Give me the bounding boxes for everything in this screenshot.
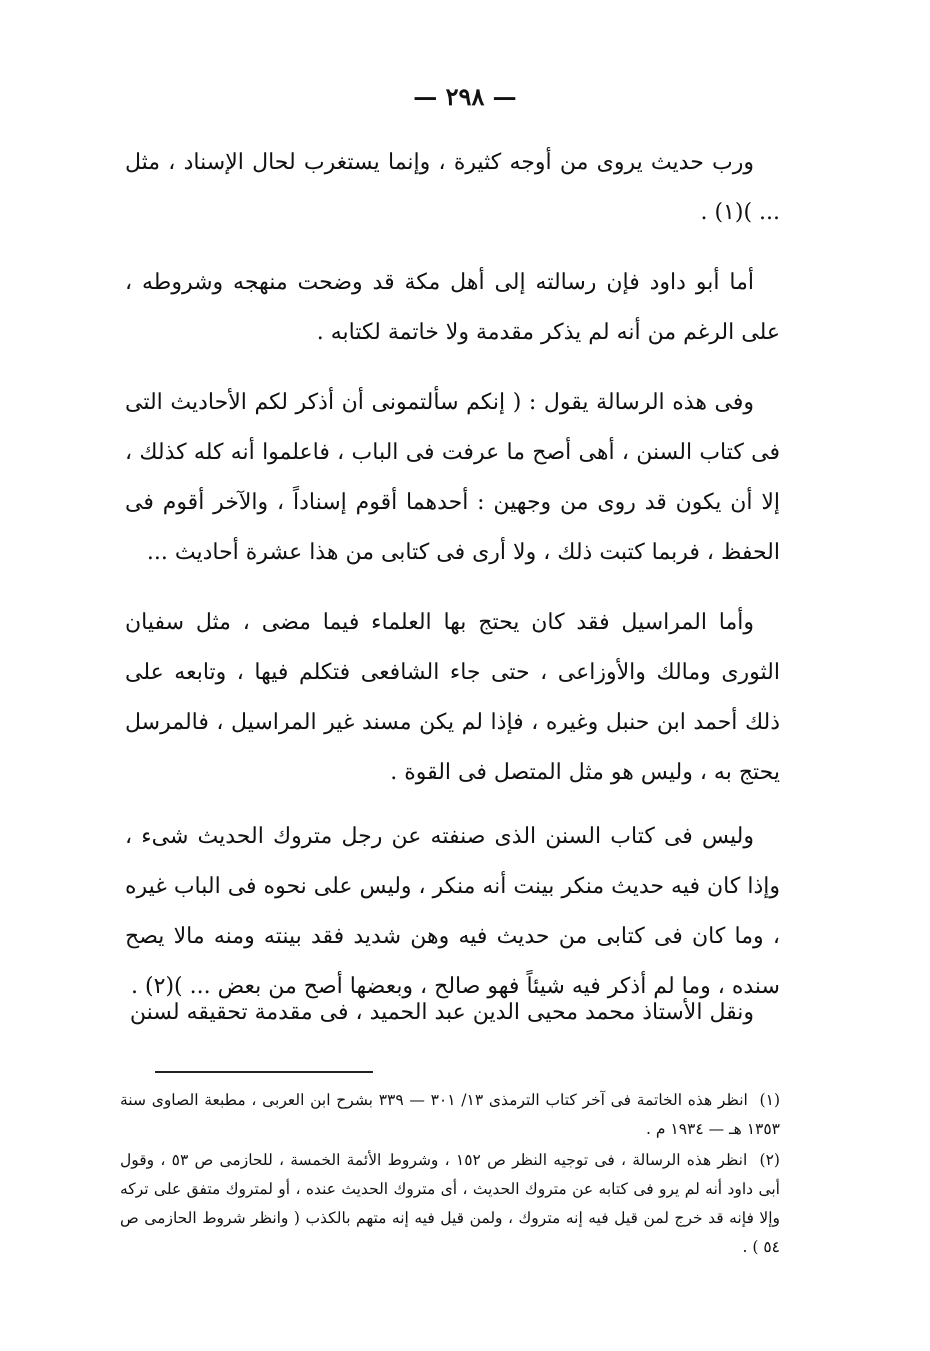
paragraph [125, 598, 780, 798]
paragraph [125, 258, 780, 358]
footnote-divider [155, 1071, 373, 1073]
footnote-item [120, 1086, 780, 1144]
page-number: — ٢٩٨ — [413, 82, 517, 111]
footnotes [120, 1086, 780, 1264]
footnote-marker: (٢) [759, 1151, 780, 1169]
paragraph-text: وفى هذه الرسالة يقول : ( إنكم سألتمونى أن أذكر لكم الأحاديث التى فى كتاب السنن ، أهى أصح ما عرفت فى الباب ، فاعلموا أنه كله كذلك ، إلا أن يكون قد روى من وجهين : أحدهما أقوم إسناداً ، والآخر أقوم فى الحفظ ، فربما كتبت ذلك ، ولا أرى فى كتابى من هذا عشرة أحاديث ... [125, 390, 780, 565]
paragraph [125, 378, 780, 578]
paragraph-text: وليس فى كتاب السنن الذى صنفته عن رجل متروك الحديث شىء ، وإذا كان فيه حديث منكر بينت أنه منكر ، وليس على نحوه فى الباب غيره ، وما كان فى كتابى من حديث فيه وهن شديد فقد بينته ومنه مالا يصح سنده ، وما لم أذكر فيه شيئاً فهو صالح ، وبعضها أصح من بعض ... )(٢) . [125, 824, 780, 999]
paragraph-text: وأما المراسيل فقد كان يحتج بها العلماء فيما مضى ، مثل سفيان الثورى ومالك والأوزاعى ، حتى جاء الشافعى فتكلم فيها ، وتابعه على ذلك أحمد ابن حنبل وغيره ، فإذا لم يكن مسند غير المراسيل ، فالمرسل يحتج به ، وليس هو مثل المتصل فى القوة . [125, 610, 780, 785]
paragraph [125, 812, 780, 1012]
paragraph [125, 138, 780, 238]
footnote-marker: (١) [759, 1091, 780, 1109]
paragraph-text: ونقل الأستاذ محمد محيى الدين عبد الحميد ، فى مقدمة تحقيقه لسنن [129, 1000, 754, 1025]
paragraph-text: أما أبو داود فإن رسالته إلى أهل مكة قد وضحت منهجه وشروطه ، على الرغم من أنه لم يذكر مقدمة ولا خاتمة لكتابه . [125, 270, 780, 345]
footnote-item [120, 1146, 780, 1262]
paragraph [125, 988, 780, 1038]
footnote-text: انظر هذه الرسالة ، فى توجيه النظر ص ١٥٢ ، وشروط الأئمة الخمسة ، للحازمى ص ٥٣ ، وقول أبى داود أنه لم يرو فى كتابه عن متروك الحديث ، أى متروك الحديث عنده ، أو لمتروك متفق على تركه وإلا فإنه قد خرج لمن قيل فيه إنه متروك ، ولمن قيل فيه إنه متهم بالكذب ( وانظر شروط الحازمى ص ٥٤ ) . [120, 1151, 780, 1256]
footnote-text: انظر هذه الخاتمة فى آخر كتاب الترمذى ١٣/ ٣٠١ — ٣٣٩ بشرح ابن العربى ، مطبعة الصاوى سنة ١٣٥٣ هـ — ١٩٣٤ م . [120, 1091, 780, 1138]
paragraph-text: ورب حديث يروى من أوجه كثيرة ، وإنما يستغرب لحال الإسناد ، مثل ... )(١) . [125, 150, 780, 225]
